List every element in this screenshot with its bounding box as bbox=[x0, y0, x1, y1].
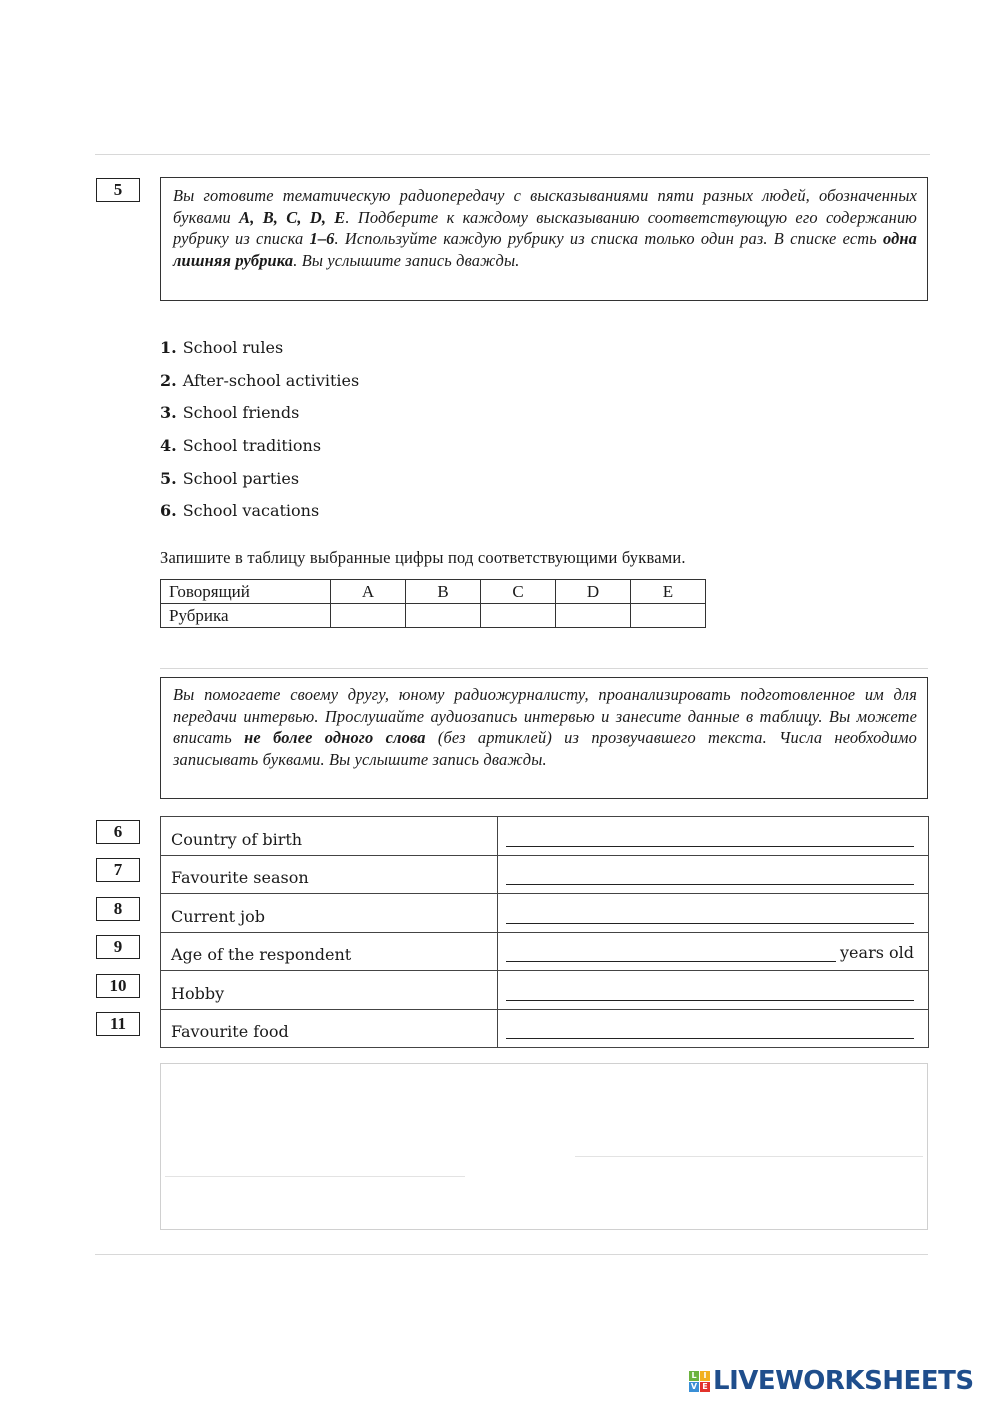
question-label: Hobby bbox=[161, 971, 498, 1010]
rubric-number: 1. bbox=[160, 338, 177, 357]
blank-area bbox=[160, 1063, 928, 1230]
answer-input-10[interactable] bbox=[506, 978, 914, 1001]
logo-tile: V bbox=[690, 1381, 698, 1391]
instruction-emphasis: A, B, C, D, E bbox=[239, 207, 346, 227]
rubric-label: School parties bbox=[182, 468, 300, 488]
answer-input-b[interactable] bbox=[414, 606, 476, 626]
rubric-number: 4. bbox=[160, 436, 177, 456]
answer-input-e[interactable] bbox=[639, 606, 701, 626]
speaker-b: B bbox=[406, 580, 481, 604]
speaker-e: E bbox=[631, 580, 706, 604]
logo-tile: E bbox=[700, 1382, 710, 1392]
rubric-number: 2. bbox=[160, 370, 177, 390]
rubric-item bbox=[160, 499, 359, 532]
question-label: Favourite food bbox=[161, 1009, 498, 1048]
rubric-item bbox=[160, 336, 359, 369]
blank-area-faint-line bbox=[165, 1176, 465, 1177]
speaker-row bbox=[161, 580, 706, 604]
logo-tile: L bbox=[689, 1371, 699, 1381]
rubric-row-header: Рубрика bbox=[161, 604, 331, 628]
answer-input-7[interactable] bbox=[506, 862, 914, 885]
brand-text: LIVEWORKSHEETS bbox=[713, 1366, 974, 1396]
rubric-label: After-school activities bbox=[182, 370, 360, 390]
rubric-label: School rules bbox=[182, 338, 284, 357]
rubric-number: 3. bbox=[160, 403, 177, 423]
section-divider bbox=[160, 668, 928, 669]
question-number-9: 9 bbox=[96, 935, 140, 959]
instruction-text: . Вы услышите запись дважды. bbox=[293, 250, 520, 270]
interview-row bbox=[161, 1009, 929, 1048]
rubric-label: School traditions bbox=[182, 436, 322, 456]
question-number-11: 11 bbox=[96, 1012, 140, 1036]
interview-row bbox=[161, 817, 929, 856]
answer-input-6[interactable] bbox=[506, 824, 914, 847]
speaker-c: C bbox=[481, 580, 556, 604]
question-label: Country of birth bbox=[161, 817, 498, 856]
rubric-item bbox=[160, 434, 359, 467]
question-label: Age of the respondent bbox=[161, 932, 498, 971]
bottom-divider bbox=[95, 1254, 928, 1255]
instruction-emphasis: 1–6 bbox=[309, 229, 335, 248]
rubric-list bbox=[160, 336, 359, 532]
interview-row bbox=[161, 971, 929, 1010]
instruction-text: Вы готовите тематическую радиопередачу с высказываниями пяти разных людей, обозначенных буквами bbox=[173, 186, 917, 227]
answer-input-9[interactable] bbox=[506, 939, 836, 962]
answer-input-a[interactable] bbox=[339, 606, 401, 626]
task5-instruction bbox=[160, 177, 928, 301]
interview-row bbox=[161, 894, 929, 933]
answer-suffix: years old bbox=[840, 943, 914, 962]
top-divider bbox=[95, 154, 930, 155]
rubric-item bbox=[160, 401, 359, 434]
answer-table-caption: Запишите в таблицу выбранные цифры под соответствующими буквами. bbox=[160, 548, 686, 567]
liveworksheets-brand bbox=[689, 1366, 974, 1396]
task-number-5: 5 bbox=[96, 178, 140, 202]
question-label: Current job bbox=[161, 894, 498, 933]
liveworksheets-logo-icon bbox=[689, 1371, 710, 1392]
instruction-text: . Подберите к каждому высказыванию соответствующую его содержанию рубрику из списка bbox=[173, 207, 917, 248]
speaker-rubric-table bbox=[160, 579, 706, 628]
speaker-a: A bbox=[331, 580, 406, 604]
question-label: Favourite season bbox=[161, 855, 498, 894]
rubric-label: School vacations bbox=[182, 501, 320, 521]
interview-row bbox=[161, 855, 929, 894]
instruction-emphasis: не более одного слова bbox=[244, 728, 426, 747]
rubric-item bbox=[160, 467, 359, 500]
speaker-row-header: Говорящий bbox=[161, 580, 331, 604]
question-number-6: 6 bbox=[96, 820, 140, 844]
instruction-text: (без артиклей) из прозвучавшего текста. Числа необходимо записывать буквами. Вы услышите запись дважды. bbox=[173, 728, 917, 769]
instruction-text: . Используйте каждую рубрику из списка только один раз. В списке есть bbox=[334, 229, 883, 248]
answer-input-c[interactable] bbox=[489, 606, 551, 626]
rubric-row bbox=[161, 604, 706, 628]
question-number-8: 8 bbox=[96, 897, 140, 921]
rubric-number: 5. bbox=[160, 468, 177, 488]
logo-tile: I bbox=[700, 1371, 710, 1381]
rubric-item bbox=[160, 369, 359, 402]
speaker-d: D bbox=[556, 580, 631, 604]
tasks6-11-instruction bbox=[160, 677, 928, 799]
answer-input-d[interactable] bbox=[564, 606, 626, 626]
question-number-10: 10 bbox=[96, 974, 140, 998]
rubric-number: 6. bbox=[160, 501, 177, 521]
instruction-emphasis: одна лишняя рубрика bbox=[173, 229, 917, 270]
question-number-7: 7 bbox=[96, 858, 140, 882]
answer-input-8[interactable] bbox=[506, 901, 914, 924]
answer-input-11[interactable] bbox=[506, 1016, 914, 1039]
rubric-label: School friends bbox=[182, 403, 300, 423]
interview-table bbox=[160, 816, 929, 1048]
blank-area-faint-line bbox=[575, 1156, 923, 1157]
instruction-text: Вы помогаете своему другу, юному радиожурналисту, проанализировать подготовленное им для передачи интервью. Прослушайте аудиозапись интервью и занесите данные в таблицу. Вы можете вписать bbox=[173, 685, 917, 747]
interview-row bbox=[161, 932, 929, 971]
